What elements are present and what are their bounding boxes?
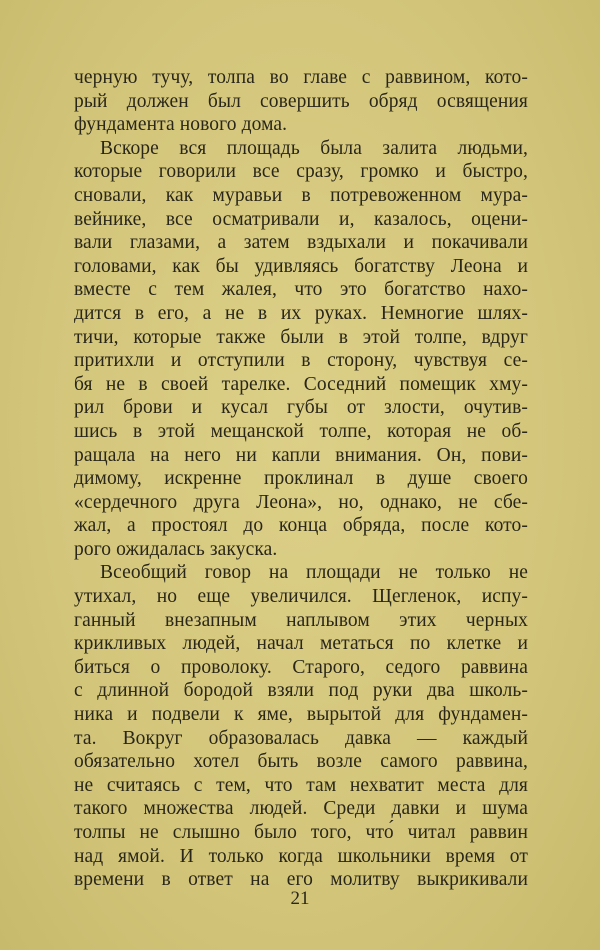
text-line: «сердечного друга Леона», но, однако, не сбе-	[74, 491, 528, 513]
text-line: фундамента нового дома.	[74, 114, 288, 136]
text-line: димому, искренне проклинал в душе своего	[74, 468, 528, 490]
text-line: та. Вокруг образовалась давка — каждый	[74, 727, 528, 749]
text-line: которые говорили все сразу, громко и быстро,	[74, 161, 528, 183]
text-line: толпы не слышно было того, что́ читал раввин	[74, 822, 528, 843]
text-line: вейнике, все осматривали и, казалось, оцени-	[74, 208, 528, 230]
text-line: головами, как бы удивляясь богатству Леона и	[74, 255, 528, 277]
text-line: шись в этой мещанской толпе, которая не об-	[74, 420, 528, 442]
text-line: рый должен был совершить обряд освящения	[74, 90, 528, 112]
text-line: вали глазами, а затем вздыхали и покачивали	[74, 232, 528, 254]
text-line: Всеобщий говор на площади не только не	[100, 562, 528, 584]
text-line: утихал, но еще увеличился. Щегленок, испу-	[74, 586, 528, 608]
text-line: не считаясь с тем, что там нехватит места для	[74, 774, 528, 796]
text-line: черную тучу, толпа во главе с раввином, кото-	[74, 67, 528, 88]
text-line: бя не в своей тарелке. Соседний помещик хму-	[74, 373, 528, 395]
text-line: времени в ответ на его молитву выкрикивали	[74, 869, 528, 891]
body-text	[74, 66, 528, 892]
text-line: сновали, как муравьи в потревоженном мура-	[74, 184, 528, 206]
page-number: 21	[290, 888, 310, 909]
text-line: над ямой. И только когда школьники время от	[74, 845, 528, 867]
text-line: обязательно хотел быть возле самого раввина,	[74, 751, 528, 773]
text-line: жал, а простоял до конца обряда, после кото-	[74, 515, 528, 537]
text-line: с длинной бородой взяли под руки два школь-	[74, 680, 528, 702]
text-line: притихли и отступили в сторону, чувствуя се-	[74, 350, 528, 372]
text-line: биться о проволоку. Старого, седого раввина	[74, 656, 528, 678]
text-line: такого множества людей. Среди давки и шума	[74, 798, 528, 820]
text-line: ганный внезапным наплывом этих черных	[74, 609, 528, 631]
text-line: дится в его, а не в их руках. Немногие шлях-	[74, 302, 528, 324]
text-line: крикливых людей, начал метаться по клетке и	[74, 633, 528, 655]
text-line: ращала на него ни капли внимания. Он, пови-	[74, 444, 528, 466]
text-line: вместе с тем жалея, что это богатство нахо-	[74, 279, 528, 301]
text-line: ника и подвели к яме, вырытой для фундамен-	[74, 704, 528, 726]
text-line: Вскоре вся площадь была залита людьми,	[100, 137, 528, 159]
text-line: рил брови и кусал губы от злости, очутив-	[74, 397, 528, 419]
text-line: тичи, которые также были в этой толпе, вдруг	[74, 326, 528, 348]
text-line: рого ожидалась закуска.	[74, 538, 278, 560]
